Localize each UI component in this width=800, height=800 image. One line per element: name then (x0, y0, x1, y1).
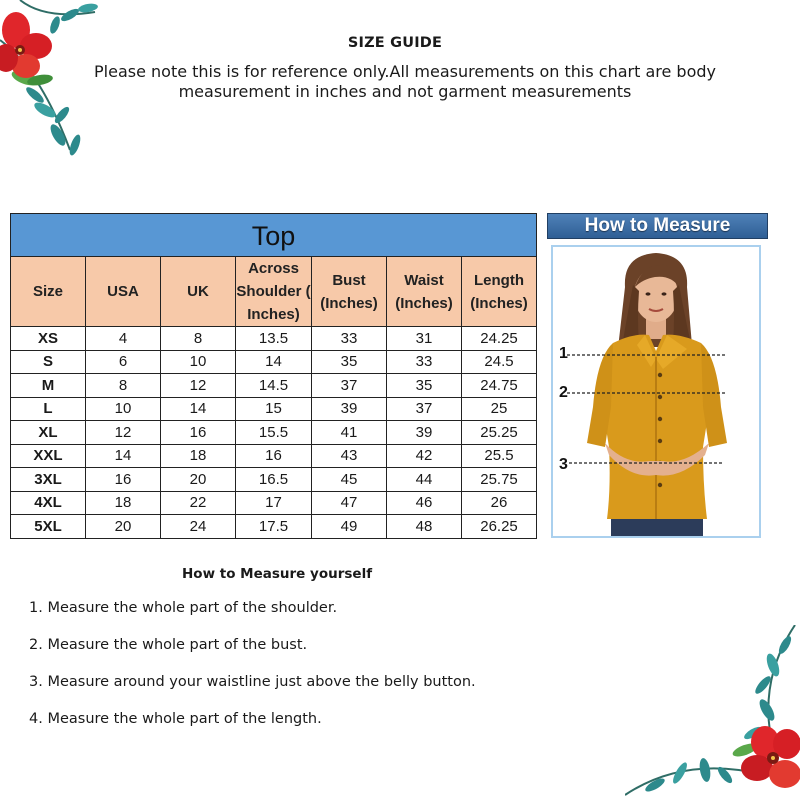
table-row (11, 350, 537, 374)
cell-size: 5XL (11, 515, 86, 539)
page-title: SIZE GUIDE (347, 35, 443, 51)
cell-waist: 31 (387, 327, 462, 351)
cell-usa: 10 (86, 397, 161, 421)
reference-note-line-2: measurement in inches and not garment measurements (178, 81, 632, 101)
cell-across-shoulder: 14.5 (236, 374, 312, 398)
cell-size: M (11, 374, 86, 398)
cell-bust: 33 (312, 327, 387, 351)
cell-bust: 39 (312, 397, 387, 421)
instructions-title: How to Measure yourself (182, 566, 373, 582)
cell-across-shoulder: 17 (236, 491, 312, 515)
cell-size: S (11, 350, 86, 374)
cell-usa: 16 (86, 468, 161, 492)
cell-bust: 47 (312, 491, 387, 515)
table-row (11, 327, 537, 351)
cell-usa: 18 (86, 491, 161, 515)
cell-usa: 4 (86, 327, 161, 351)
cell-uk: 22 (161, 491, 236, 515)
cell-bust: 49 (312, 515, 387, 539)
table-row (11, 374, 537, 398)
cell-waist: 46 (387, 491, 462, 515)
column-header-bust: Bust (Inches) (312, 257, 387, 327)
cell-waist: 37 (387, 397, 462, 421)
column-header-across-shoulder: Across Shoulder ( Inches) (236, 257, 312, 327)
table-row (11, 397, 537, 421)
table-row (11, 468, 537, 492)
column-header-size: Size (11, 257, 86, 327)
measure-label-2: 2 (559, 384, 568, 401)
cell-across-shoulder: 13.5 (236, 327, 312, 351)
table-row (11, 515, 537, 539)
instructions-list (29, 600, 476, 748)
cell-usa: 20 (86, 515, 161, 539)
table-title: Top (11, 214, 537, 257)
table-row (11, 444, 537, 468)
cell-length: 24.25 (462, 327, 537, 351)
cell-waist: 48 (387, 515, 462, 539)
cell-size: XS (11, 327, 86, 351)
cell-size: XXL (11, 444, 86, 468)
model-photo (551, 245, 761, 538)
cell-length: 26 (462, 491, 537, 515)
cell-length: 24.75 (462, 374, 537, 398)
measure-label-3: 3 (559, 456, 568, 473)
cell-length: 25.75 (462, 468, 537, 492)
cell-length: 26.25 (462, 515, 537, 539)
reference-note-line-1: Please note this is for reference only.All measurements on this chart are body (94, 62, 716, 81)
cell-across-shoulder: 15 (236, 397, 312, 421)
table-row (11, 421, 537, 445)
cell-bust: 37 (312, 374, 387, 398)
floral-decoration-bottom-right (625, 625, 800, 800)
table-header-row (11, 257, 537, 327)
cell-bust: 35 (312, 350, 387, 374)
instruction-step: 2. Measure the whole part of the bust. (29, 637, 308, 653)
cell-uk: 10 (161, 350, 236, 374)
cell-waist: 35 (387, 374, 462, 398)
instruction-step: 3. Measure around your waistline just above the belly button. (29, 674, 476, 690)
cell-uk: 8 (161, 327, 236, 351)
cell-size: 3XL (11, 468, 86, 492)
measure-label-1: 1 (559, 345, 568, 362)
cell-usa: 12 (86, 421, 161, 445)
cell-size: XL (11, 421, 86, 445)
cell-size: 4XL (11, 491, 86, 515)
cell-across-shoulder: 15.5 (236, 421, 312, 445)
cell-across-shoulder: 16 (236, 444, 312, 468)
reference-note (60, 62, 750, 101)
cell-length: 25.25 (462, 421, 537, 445)
cell-waist: 39 (387, 421, 462, 445)
column-header-length: Length (Inches) (462, 257, 537, 327)
cell-bust: 41 (312, 421, 387, 445)
column-header-waist: Waist (Inches) (387, 257, 462, 327)
cell-length: 25 (462, 397, 537, 421)
how-to-measure-header: How to Measure (547, 213, 768, 239)
size-table (10, 213, 537, 539)
cell-waist: 44 (387, 468, 462, 492)
cell-usa: 14 (86, 444, 161, 468)
instruction-step: 4. Measure the whole part of the length. (29, 711, 322, 727)
cell-bust: 43 (312, 444, 387, 468)
cell-length: 24.5 (462, 350, 537, 374)
column-header-usa: USA (86, 257, 161, 327)
cell-uk: 18 (161, 444, 236, 468)
cell-across-shoulder: 17.5 (236, 515, 312, 539)
cell-bust: 45 (312, 468, 387, 492)
cell-across-shoulder: 16.5 (236, 468, 312, 492)
cell-uk: 24 (161, 515, 236, 539)
cell-usa: 6 (86, 350, 161, 374)
column-header-uk: UK (161, 257, 236, 327)
cell-waist: 42 (387, 444, 462, 468)
cell-waist: 33 (387, 350, 462, 374)
model-illustration (553, 247, 759, 536)
cell-usa: 8 (86, 374, 161, 398)
cell-uk: 20 (161, 468, 236, 492)
cell-uk: 12 (161, 374, 236, 398)
table-row (11, 491, 537, 515)
cell-uk: 16 (161, 421, 236, 445)
cell-uk: 14 (161, 397, 236, 421)
cell-length: 25.5 (462, 444, 537, 468)
instruction-step: 1. Measure the whole part of the shoulder. (29, 600, 338, 616)
cell-across-shoulder: 14 (236, 350, 312, 374)
cell-size: L (11, 397, 86, 421)
